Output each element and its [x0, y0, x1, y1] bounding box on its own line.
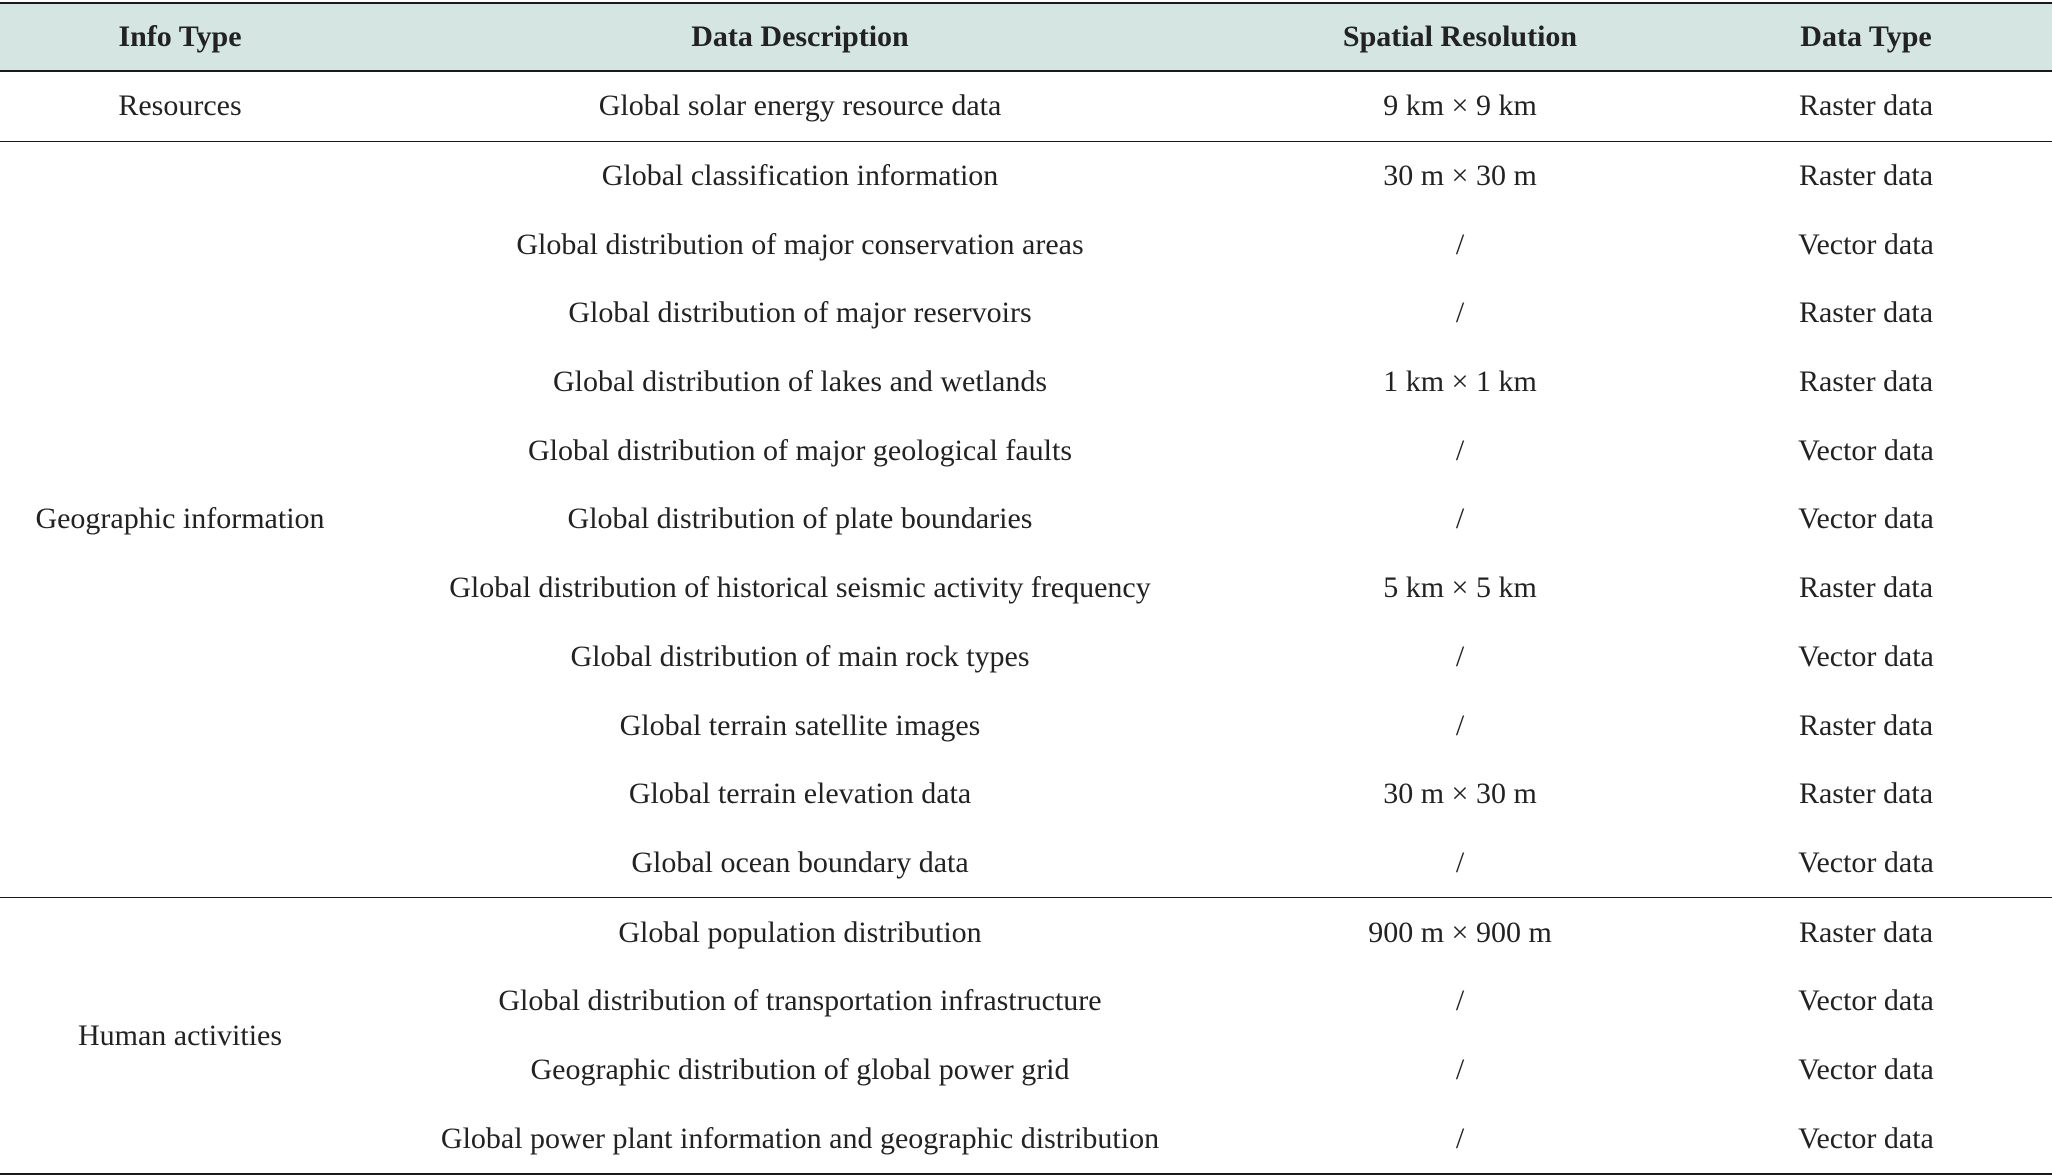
- spatial-resolution-cell: 5 km × 5 km: [1383, 571, 1537, 605]
- header-data-description: Data Description: [360, 3, 1240, 71]
- header-spatial-resolution: Spatial Resolution: [1240, 3, 1680, 71]
- data-description-cell: Global solar energy resource data: [360, 71, 1240, 141]
- spatial-resolution-cell: /: [1455, 639, 1465, 673]
- table-body: [0, 71, 2052, 1174]
- spatial-resolution-cell: 900 m × 900 m: [1240, 898, 1680, 967]
- table-row: [0, 898, 2052, 967]
- data-description-cell: Global distribution of major conservation areas: [516, 227, 1084, 261]
- data-description-cell: Global distribution of major geological faults: [527, 433, 1073, 467]
- data-description-cell: Global ocean boundary data: [631, 845, 969, 879]
- data-description-cell: Global distribution of main rock types: [570, 639, 1030, 673]
- data-description-cell: Geographic distribution of global power grid: [530, 1052, 1070, 1086]
- data-type-cell: Raster data: [1680, 898, 2052, 967]
- data-type-cell: Vector data: [1798, 984, 1934, 1018]
- data-type-cell: Vector data: [1680, 1104, 2052, 1174]
- data-type-cell: Raster data: [1798, 708, 1934, 742]
- info-type-cell: Resources: [0, 71, 360, 141]
- spatial-resolution-cell: 30 m × 30 m: [1383, 777, 1537, 811]
- data-table: [0, 2, 2052, 1175]
- spatial-resolution-cell: /: [1455, 502, 1465, 536]
- spatial-resolution-cell: 1 km × 1 km: [1383, 365, 1537, 399]
- data-description-cell: Global terrain satellite images: [619, 708, 981, 742]
- data-description-cell: Global power plant information and geographic distribution: [360, 1104, 1240, 1174]
- spatial-resolution-cell: /: [1455, 708, 1465, 742]
- spatial-resolution-cell: /: [1455, 296, 1465, 330]
- data-type-cell: Raster data: [1798, 365, 1934, 399]
- spatial-resolution-cell: 9 km × 9 km: [1240, 71, 1680, 141]
- data-type-cell: Raster data: [1798, 296, 1934, 330]
- info-type-cell: Human activities: [0, 898, 360, 1174]
- spatial-resolution-cell: /: [1455, 227, 1465, 261]
- data-description-cell: Global distribution of major reservoirs: [568, 296, 1032, 330]
- spatial-resolution-cell: /: [1240, 1104, 1680, 1174]
- spatial-resolution-cell: 30 m × 30 m: [1240, 141, 1680, 210]
- data-type-cell: Raster data: [1798, 571, 1934, 605]
- table-row: [0, 71, 2052, 141]
- data-type-cell: Vector data: [1798, 502, 1934, 536]
- spatial-resolution-cell: /: [1455, 1052, 1465, 1086]
- data-type-cell: Vector data: [1798, 227, 1934, 261]
- data-table-container: [0, 2, 2052, 1175]
- info-type-cell: Geographic information: [0, 141, 360, 898]
- table-row: [0, 141, 2052, 210]
- data-type-cell: Raster data: [1680, 71, 2052, 141]
- header-data-type: Data Type: [1680, 3, 2052, 71]
- data-description-cell: Global classification information: [360, 141, 1240, 210]
- data-type-cell: Vector data: [1798, 1052, 1934, 1086]
- data-description-cell: Global distribution of historical seismic activity frequency: [449, 571, 1151, 605]
- header-row: [0, 3, 2052, 71]
- data-description-cell: Global distribution of transportation infrastructure: [498, 984, 1102, 1018]
- table-header: [0, 3, 2052, 71]
- data-description-cell: Global population distribution: [360, 898, 1240, 967]
- data-description-cell: Global distribution of lakes and wetlands: [552, 365, 1048, 399]
- spatial-resolution-cell: /: [1455, 984, 1465, 1018]
- data-type-cell: Raster data: [1798, 777, 1934, 811]
- data-description-cell: Global distribution of plate boundaries: [567, 502, 1033, 536]
- data-description-cell: Global terrain elevation data: [628, 777, 972, 811]
- header-info-type: Info Type: [0, 3, 360, 71]
- data-type-cell: Vector data: [1798, 845, 1934, 879]
- data-type-cell: Vector data: [1798, 433, 1934, 467]
- data-type-cell: Vector data: [1798, 639, 1934, 673]
- data-type-cell: Raster data: [1680, 141, 2052, 210]
- spatial-resolution-cell: /: [1455, 845, 1465, 879]
- spatial-resolution-cell: /: [1455, 433, 1465, 467]
